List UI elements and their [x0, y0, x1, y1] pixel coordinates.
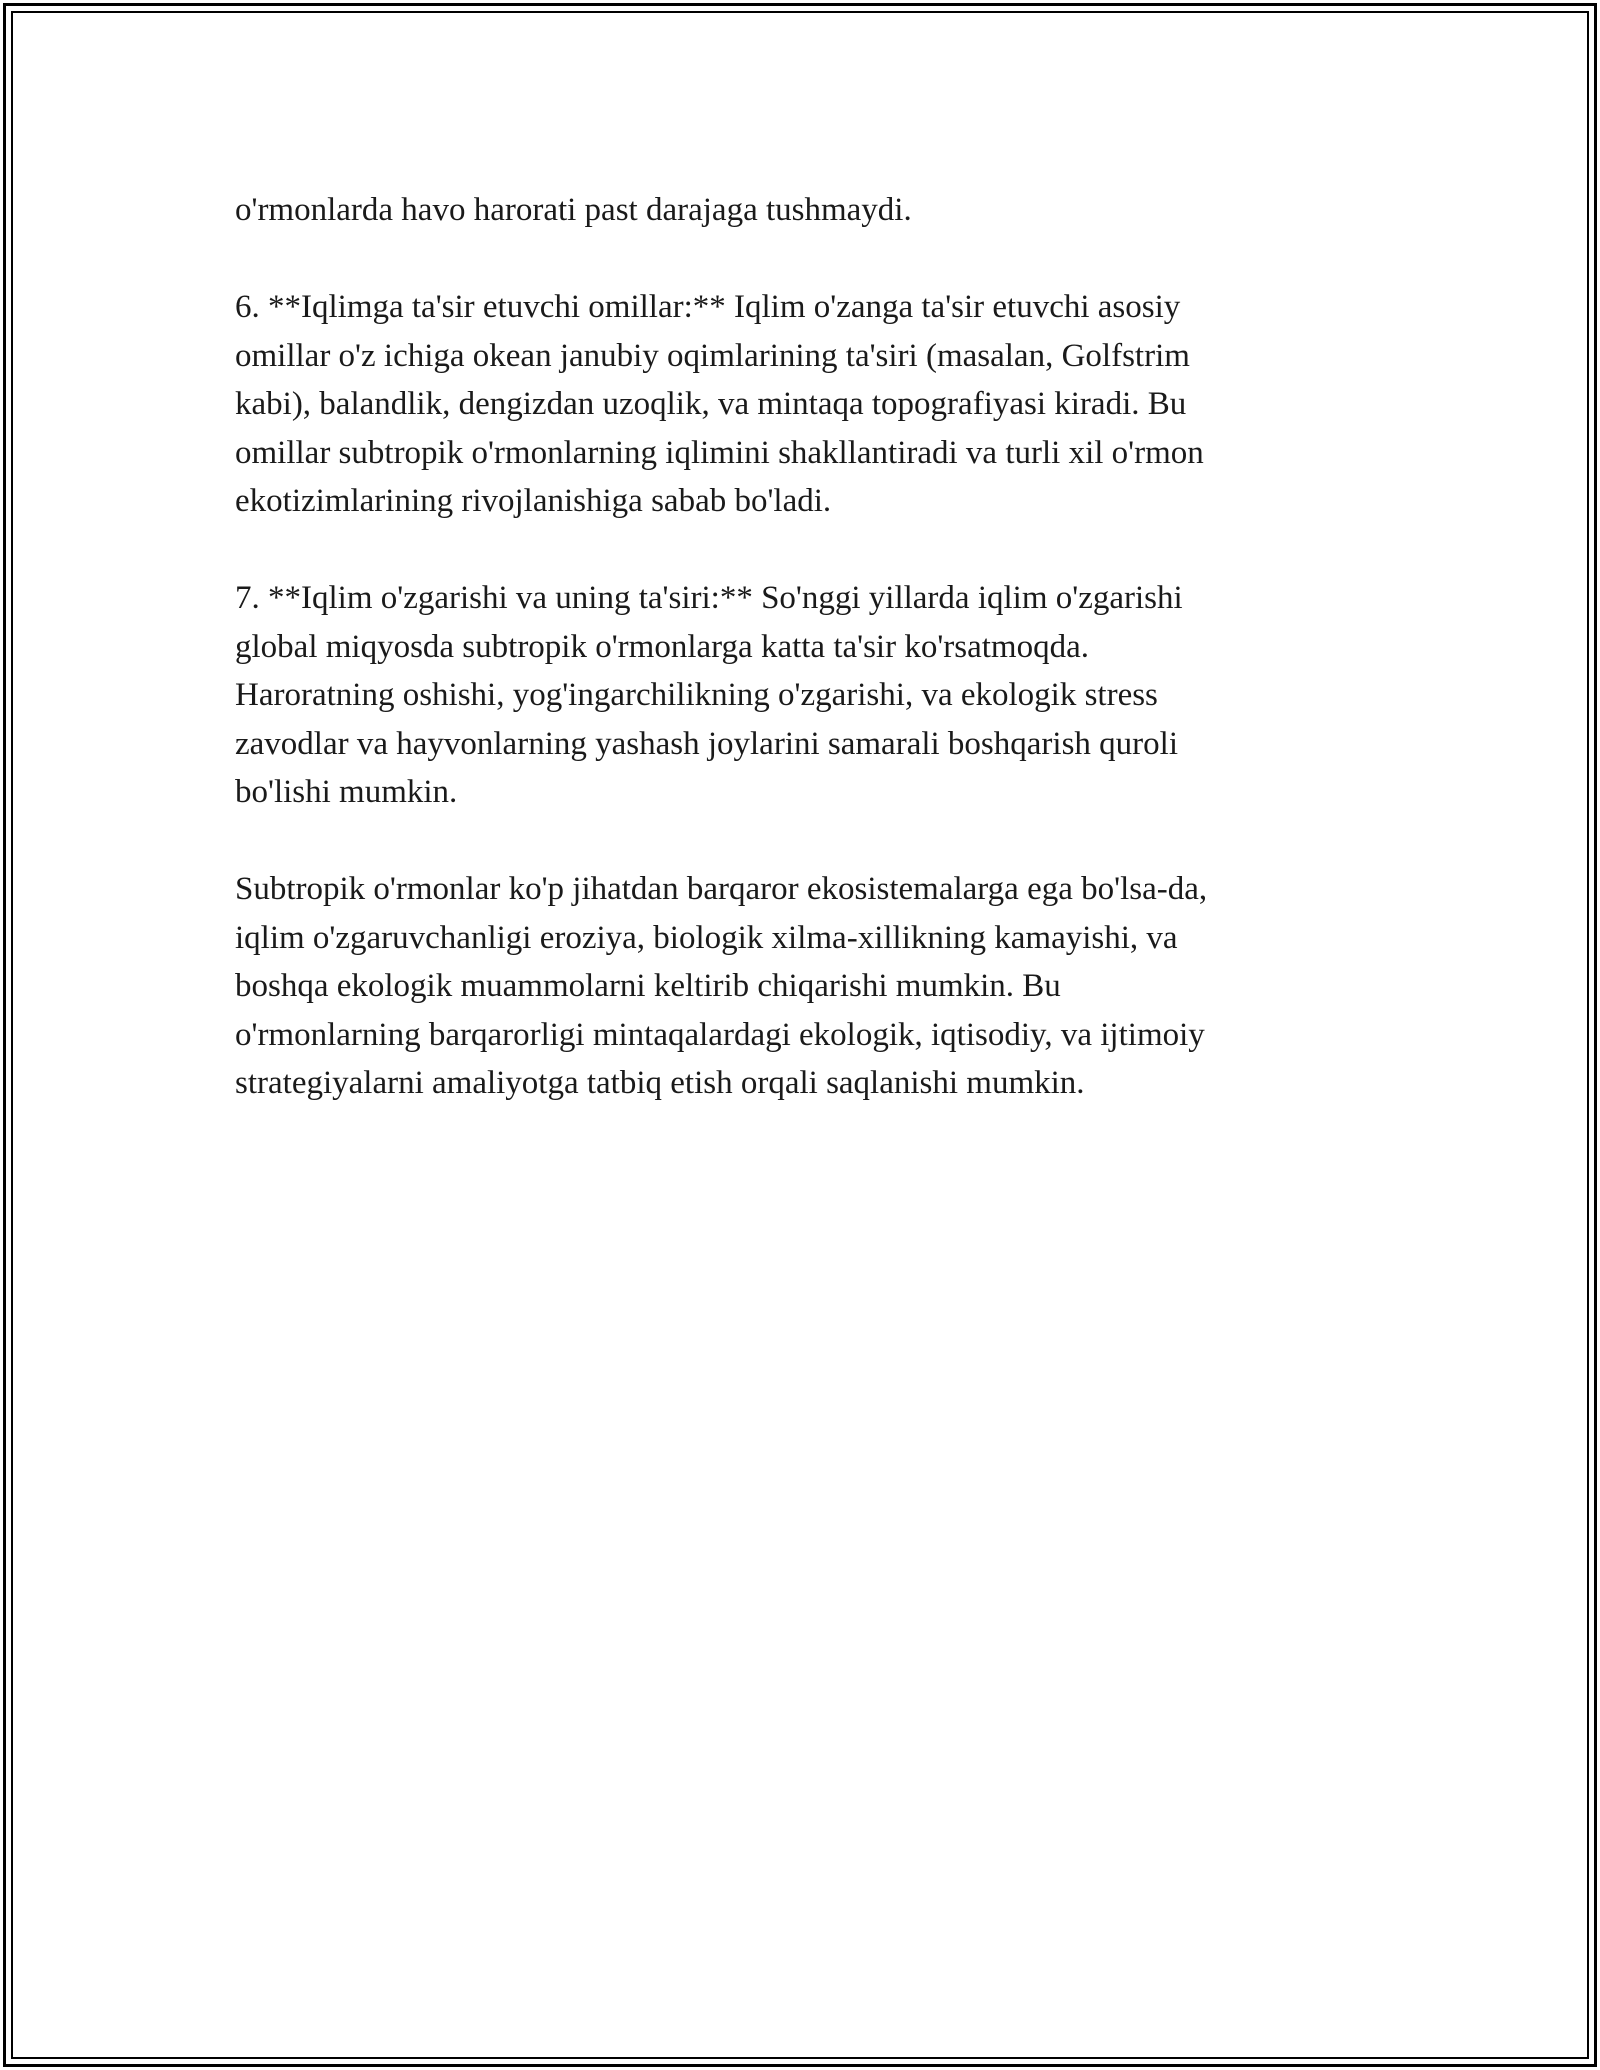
paragraph-conclusion	[235, 865, 1345, 1108]
paragraph-climate-change	[235, 574, 1345, 817]
text-line: o'rmonlarning barqarorligi mintaqalardagi ekologik, iqtisodiy, va ijtimoiy	[235, 1016, 1205, 1053]
text-line: Haroratning oshishi, yog'ingarchilikning o'zgarishi, va ekologik stress	[235, 677, 1158, 713]
text-line: Subtropik o'rmonlar ko'p jihatdan barqaror ekosistemalarga ega bo'lsa-da,	[235, 871, 1208, 907]
text-line: omillar o'z ichiga okean janubiy oqimlarining ta'siri (masalan, Golfstrim	[235, 337, 1190, 374]
paragraph-continuation	[235, 186, 1345, 235]
text-line: omillar subtropik o'rmonlarning iqlimini shakllantiradi va turli xil o'rmon	[235, 434, 1204, 471]
text-line: kabi), balandlik, dengizdan uzoqlik, va mintaqa topografiyasi kiradi. Bu	[235, 386, 1187, 422]
text-line: bo'lishi mumkin.	[235, 774, 458, 810]
text-line: strategiyalarni amaliyotga tatbiq etish orqali saqlanishi mumkin.	[235, 1065, 1085, 1101]
text-line: 7. **Iqlim o'zgarishi va uning ta'siri:** So'nggi yillarda iqlim o'zgarishi	[235, 580, 1183, 616]
paragraph-climate-factors	[235, 283, 1345, 526]
text-line: global miqyosda subtropik o'rmonlarga katta ta'sir ko'rsatmoqda.	[235, 628, 1089, 665]
document-body	[235, 186, 1345, 1156]
text-line: ekotizimlarining rivojlanishiga sabab bo'ladi.	[235, 483, 832, 519]
text-line: boshqa ekologik muammolarni keltirib chiqarishi mumkin. Bu	[235, 968, 1061, 1004]
text-line: iqlim o'zgaruvchanligi eroziya, biologik xilma-xillikning kamayishi, va	[235, 919, 1178, 956]
text-line: 6. **Iqlimga ta'sir etuvchi omillar:** Iqlim o'zanga ta'sir etuvchi asosiy	[235, 289, 1181, 325]
text-line: zavodlar va hayvonlarning yashash joylarini samarali boshqarish quroli	[235, 725, 1178, 762]
text-line: o'rmonlarda havo harorati past darajaga tushmaydi.	[235, 192, 912, 228]
